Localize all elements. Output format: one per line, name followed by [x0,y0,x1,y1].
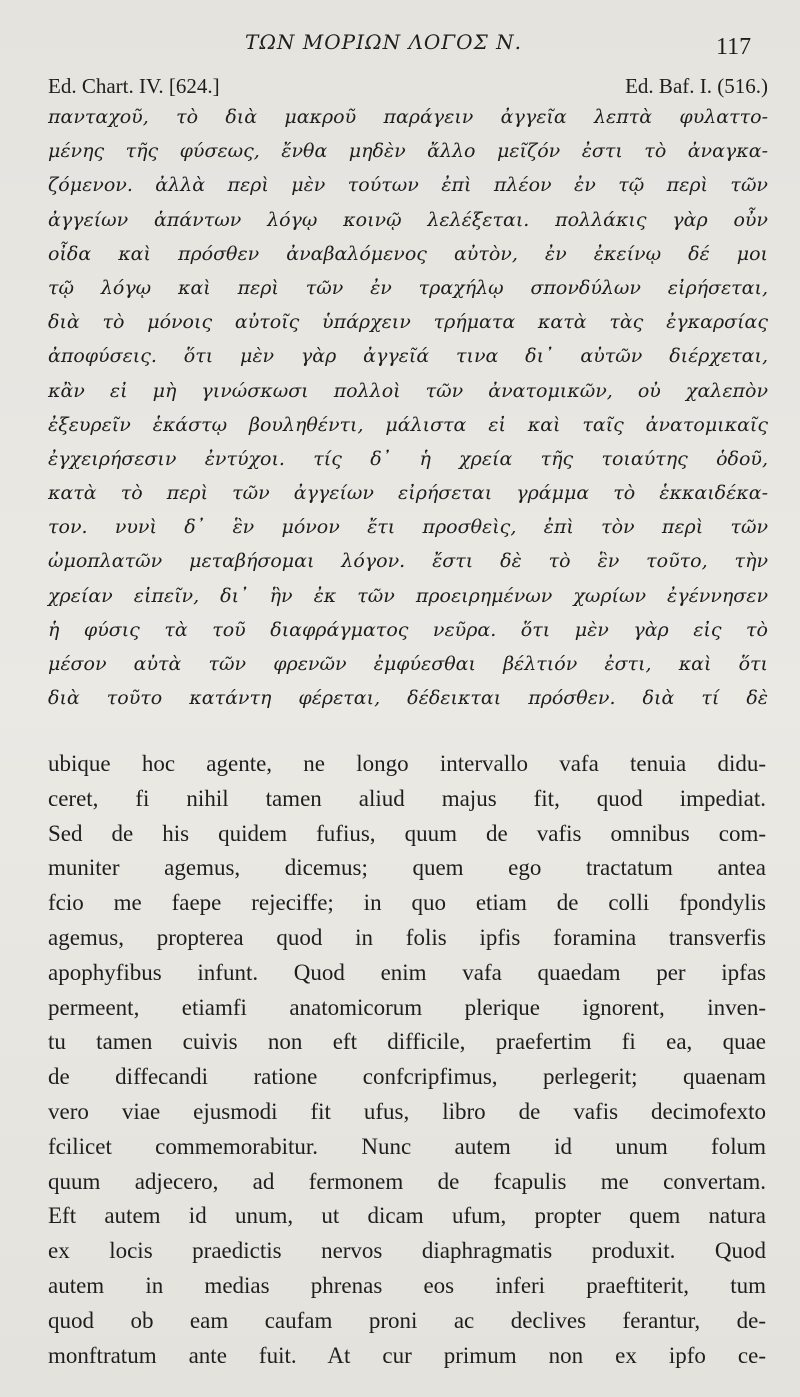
edition-reference-chartier: Ed. Chart. IV. [624.] [48,74,220,98]
greek-text-line: πανταχοῦ, τὸ διὰ μακροῦ παράγειν ἀγγεῖα λεπτὰ φυλαττο- [48,106,768,128]
latin-text-block [48,747,766,1373]
greek-text-line: ζόμενον. ἀλλὰ περὶ μὲν τούτων ἐπὶ πλέον ἐν τῷ περὶ τῶν [48,174,768,197]
greek-text-line: διὰ τὸ μόνοις αὐτοῖς ὑπάρχειν τρήματα κατὰ τὰς ἐγκαρσίας [48,311,768,334]
greek-text-line: χρείαν εἰπεῖν, δι᾿ ἣν ἐκ τῶν προειρημένων χωρίων ἐγέννησεν [48,584,768,607]
latin-text-line: fcilicet commemorabitur. Nunc autem id unum folum [48,1133,766,1159]
latin-text-line: permeent, etiamfi anatomicorum plerique ignorent, inven- [48,994,766,1020]
latin-text-line: ceret, fi nihil tamen aliud majus fit, quod impediat. [48,785,766,811]
latin-text-line: ubique hoc agente, ne longo intervallo vafa tenuia didu- [48,751,766,776]
greek-text-block [48,100,768,715]
latin-text-line: muniter agemus, dicemus; quem ego tractatum antea [48,855,766,881]
latin-text-line: Eft autem id unum, ut dicam ufum, propter quem natura [48,1203,766,1229]
latin-text-line: quod ob eam caufam proni ac declives ferantur, de- [48,1307,766,1333]
latin-text-line: ex locis praedictis nervos diaphragmatis produxit. Quod [48,1238,766,1264]
greek-text-line: μένης τῆς φύσεως, ἔνθα μηδὲν ἄλλο μεῖζόν ἐστι τὸ ἀναγκα- [48,140,768,163]
running-head [0,30,800,58]
latin-text-line: tu tamen cuivis non eft difficile, praefertim fi ea, quae [48,1029,766,1055]
edition-references [48,74,768,100]
greek-text-line: ἐξευρεῖν ἑκάστῳ βουληθέντι, μάλιστα εἰ καὶ ταῖς ἀνατομικαῖς [48,413,768,436]
latin-text-line: de diffecandi ratione confcripfimus, perlegerit; quaenam [48,1064,766,1090]
greek-text-line: οἶδα καὶ πρόσθεν ἀναβαλόμενος αὐτὸν, ἐν ἐκείνῳ δέ μοι [48,242,768,265]
greek-text-line: τον. νυνὶ δ᾿ ἓν μόνον ἔτι προσθεὶς, ἐπὶ τὸν περὶ τῶν [48,516,768,539]
greek-text-line: ἀγγείων ἁπάντων λόγῳ κοινῷ λελέξεται. πολλάκις γὰρ οὖν [48,208,768,231]
greek-text-line: ἀποφύσεις. ὅτι μὲν γὰρ ἀγγεῖά τινα δι᾿ αὐτῶν διέρχεται, [48,345,768,368]
latin-text-line: vero viae ejusmodi fit ufus, libro de vafis decimofexto [48,1098,766,1124]
latin-text-line: apophyfibus infunt. Quod enim vafa quaedam per ipfas [48,959,766,985]
running-title: ΤΩΝ ΜΟΡΙΩΝ ΛΟΓΟΣ Ν. [245,30,522,54]
greek-text-line: κἂν εἰ μὴ γινώσκωσι πολλοὶ τῶν ἀνατομικῶν, οὐ χαλεπὸν [48,379,768,402]
latin-text-line: monftratum ante fuit. At cur primum non ex ipfo ce- [48,1342,766,1368]
greek-text-line: διὰ τοῦτο κατάντη φέρεται, δέδεικται πρόσθεν. διὰ τί δὲ [48,687,768,710]
latin-text-line: agemus, propterea quod in folis ipfis foramina transverfis [48,924,766,950]
latin-text-line: quum adjecero, ad fermonem de fcapulis me convertam. [48,1168,766,1194]
latin-text-line: fcio me faepe rejeciffe; in quo etiam de colli fpondylis [48,890,766,916]
edition-reference-basel: Ed. Baf. I. (516.) [625,74,768,98]
greek-text-line: ἡ φύσις τὰ τοῦ διαφράγματος νεῦρα. ὅτι μὲν γὰρ εἰς τὸ [48,618,768,641]
greek-text-line: τῷ λόγῳ καὶ περὶ τῶν ἐν τραχήλῳ σπονδύλων εἰρήσεται, [48,276,768,299]
greek-text-line: μέσον αὐτὰ τῶν φρενῶν ἐμφύεσθαι βέλτιόν ἐστι, καὶ ὅτι [48,653,768,675]
page-number: 117 [716,34,752,60]
greek-text-line: κατὰ τὸ περὶ τῶν ἀγγείων εἰρήσεται γράμμα τὸ ἑκκαιδέκα- [48,482,768,505]
latin-text-line: autem in medias phrenas eos inferi praeftiterit, tum [48,1272,766,1298]
latin-text-line: Sed de his quidem fufius, quum de vafis omnibus com- [48,820,766,846]
greek-text-line: ὠμοπλατῶν μεταβήσομαι λόγον. ἔστι δὲ τὸ ἓν τοῦτο, τὴν [48,550,768,573]
greek-text-line: ἐγχειρήσεσιν ἐντύχοι. τίς δ᾿ ἡ χρεία τῆς τοιαύτης ὁδοῦ, [48,447,768,470]
